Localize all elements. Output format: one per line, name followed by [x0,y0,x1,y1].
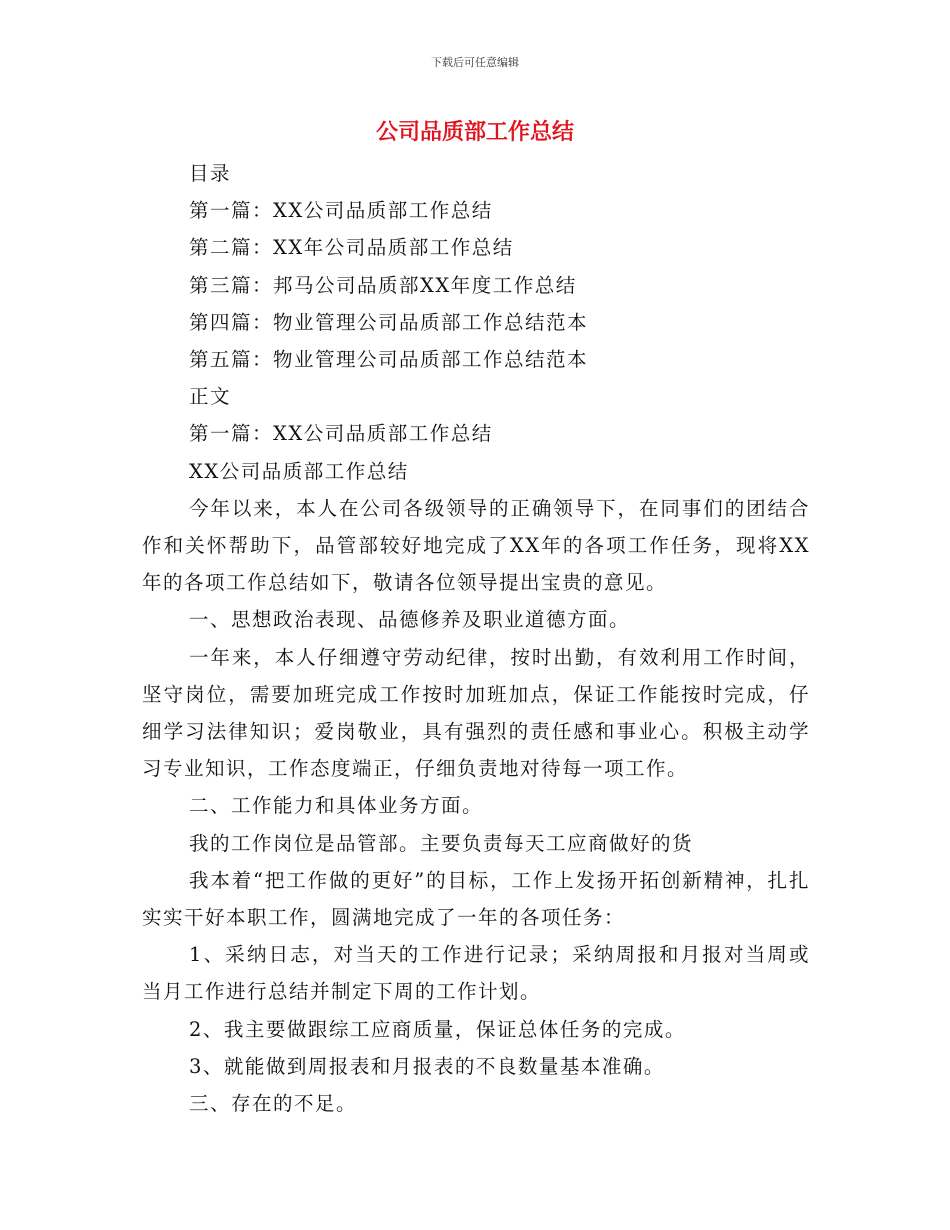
paragraph: 一、思想政治表现、品德修养及职业道德方面。 [189,608,631,632]
paragraph: 三、存在的不足。 [189,1092,358,1116]
paragraph: 2、我主要做跟综工应商质量，保证总体任务的完成。 [189,1017,686,1041]
toc-item: 第五篇：物业管理公司品质部工作总结范本 [189,348,589,372]
chapter-title: 第一篇：XX公司品质部工作总结 [189,422,493,446]
paragraph: 3、就能做到周报表和月报表的不良数量基本准确。 [189,1054,665,1078]
toc-item: 第四篇：物业管理公司品质部工作总结范本 [189,310,589,334]
paragraph: 今年以来，本人在公司各级领导的正确领导下，在同事们的团结合作和关怀帮助下，品管部较好地完成了XX年的各项工作任务，现将XX年的各项工作总结如下，敬请各位领导提出宝贵的意见。 [142,496,810,595]
paragraph: 一年来，本人仔细遵守劳动纪律，按时出勤，有效利用工作时间，坚守岗位，需要加班完成工作按时加班加点，保证工作能按时完成，仔细学习法律知识；爱岗敬业，具有强烈的责任感和事业心。积极主动学习专业知识，工作态度端正，仔细负责地对待每一项工作。 [142,645,810,781]
paragraph: 1、采纳日志，对当天的工作进行记录；采纳周报和月报对当周或当月工作进行总结并制定下周的工作计划。 [142,943,810,1004]
toc-heading: 目录 [189,162,232,185]
paragraph: 我本着“把工作做的更好”的目标，工作上发扬开拓创新精神，扎扎实实干好本职工作，圆满地完成了一年的各项任务： [142,868,810,930]
toc-item: 第二篇：XX年公司品质部工作总结 [189,236,514,260]
paragraph: 我的工作岗位是品管部。主要负责每天工应商做好的货 [189,831,694,855]
body-text [142,490,810,1122]
table-of-contents [142,155,810,490]
header-note: 下载后可任意编辑 [431,56,519,69]
toc-item: 第一篇：XX公司品质部工作总结 [189,199,493,223]
paragraph: 二、工作能力和具体业务方面。 [189,794,484,818]
toc-item: 第三篇：邦马公司品质部XX年度工作总结 [189,273,577,297]
section-title: XX公司品质部工作总结 [189,459,409,483]
document-body [142,155,810,1122]
document-title: 公司品质部工作总结 [375,120,574,145]
body-heading: 正文 [189,385,232,409]
